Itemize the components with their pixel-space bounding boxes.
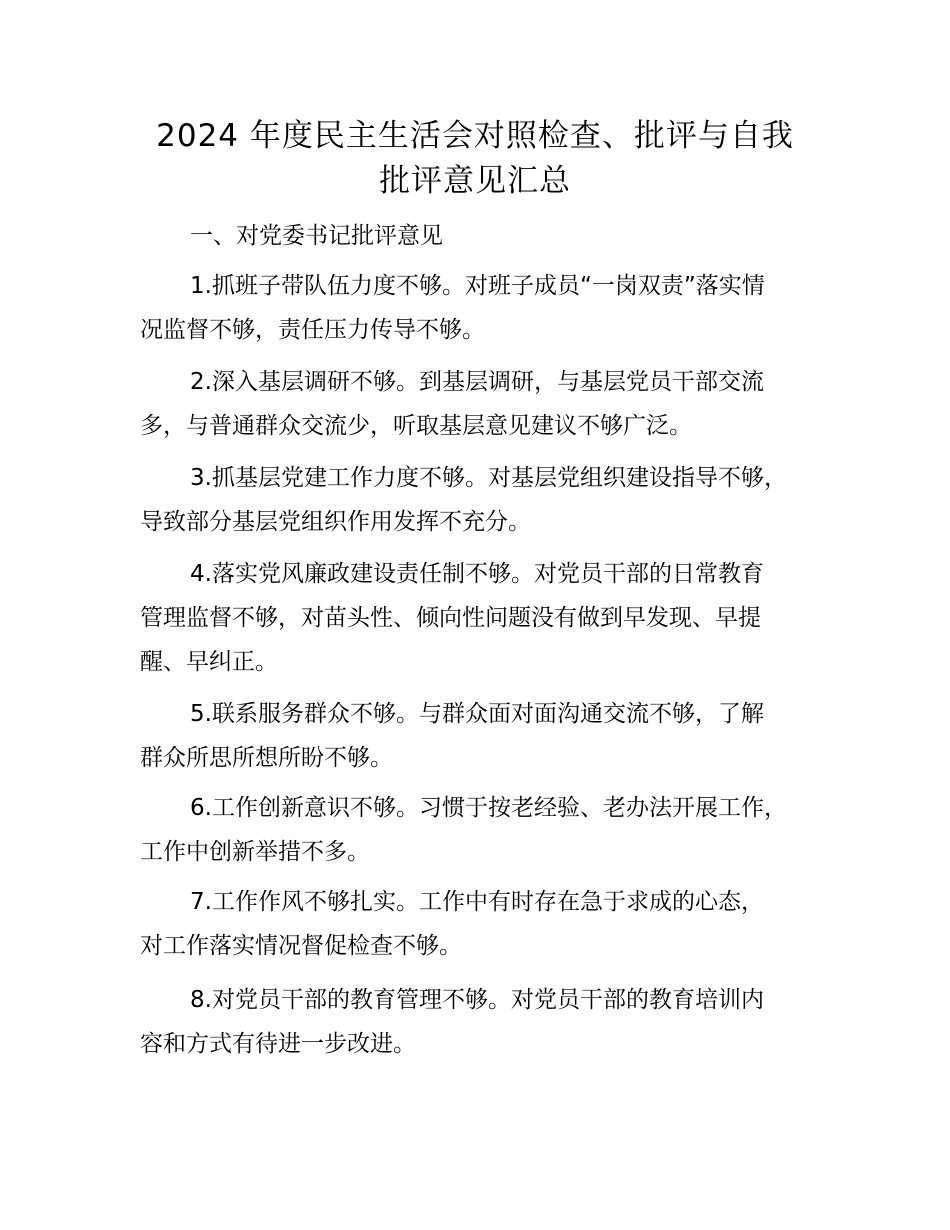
item-line: 3.抓基层党建工作力度不够。对基层党组织建设指导不够， — [190, 465, 787, 491]
item-line: 2.深入基层调研不够。到基层调研，与基层党员干部交流 — [190, 369, 764, 395]
item-line: 5.联系服务群众不够。与群众面对面沟通交流不够，了解 — [190, 701, 764, 727]
item-line: 多，与普通群众交流少，听取基层意见建议不够广泛。 — [140, 413, 692, 439]
criticism-item-6 — [140, 786, 840, 874]
item-line: 导致部分基层党组织作用发挥不充分。 — [140, 509, 531, 535]
item-line: 工作中创新举措不多。 — [140, 839, 370, 865]
criticism-item-3 — [140, 456, 840, 544]
item-line: 6.工作创新意识不够。习惯于按老经验、老办法开展工作， — [190, 795, 787, 821]
item-line: 1.抓班子带队伍力度不够。对班子成员“一岗双责”落实情 — [190, 273, 765, 299]
item-line: 况监督不够，责任压力传导不够。 — [140, 317, 485, 343]
item-line: 管理监督不够，对苗头性、倾向性问题没有做到早发现、早提 — [140, 605, 761, 631]
item-line: 7.工作作风不够扎实。工作中有时存在急于求成的心态， — [190, 889, 764, 915]
criticism-item-7 — [140, 880, 840, 968]
title-line-2: 批评意见汇总 — [379, 163, 571, 199]
item-line: 醒、早纠正。 — [140, 649, 278, 675]
title-line-1: 2024 年度民主生活会对照检查、批评与自我 — [156, 118, 794, 154]
item-line: 4.落实党风廉政建设责任制不够。对党员干部的日常教育 — [190, 561, 764, 587]
document-title — [120, 114, 830, 204]
item-line: 容和方式有待进一步改进。 — [140, 1031, 416, 1057]
criticism-item-4 — [140, 552, 840, 684]
criticism-item-2 — [140, 360, 840, 448]
criticism-item-8 — [140, 978, 840, 1066]
criticism-item-5 — [140, 692, 840, 780]
item-line: 8.对党员干部的教育管理不够。对党员干部的教育培训内 — [190, 987, 764, 1013]
criticism-item-1 — [140, 264, 840, 352]
item-line: 群众所思所想所盼不够。 — [140, 745, 393, 771]
item-line: 对工作落实情况督促检查不够。 — [140, 933, 462, 959]
section-heading: 一、对党委书记批评意见 — [190, 223, 443, 249]
